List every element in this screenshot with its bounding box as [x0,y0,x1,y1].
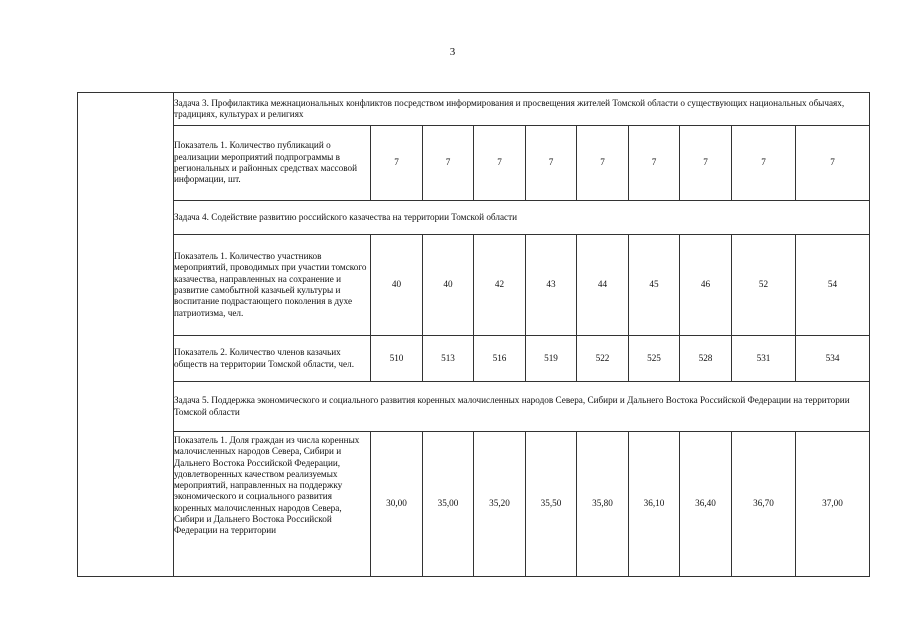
indicator-value: 36,10 [629,432,680,577]
indicator-value: 519 [526,336,577,382]
page-number: 3 [449,46,456,58]
task-heading: Задача 4. Содействие развитию российского казачества на территории Томской области [174,201,870,235]
table-row [78,201,870,235]
indicator-value: 7 [577,126,629,201]
indicator-value: 522 [577,336,629,382]
indicator-value: 37,00 [796,432,870,577]
indicator-label: Показатель 2. Количество членов казачьих обществ на территории Томской области, чел. [174,336,371,382]
indicator-value: 35,20 [474,432,526,577]
indicator-value: 30,00 [371,432,423,577]
indicator-value: 516 [474,336,526,382]
empty-first-column [78,93,174,577]
indicator-value: 40 [371,235,423,336]
table-row [78,382,870,432]
indicator-value: 513 [423,336,474,382]
indicator-value: 510 [371,336,423,382]
indicator-value: 45 [629,235,680,336]
indicator-value: 52 [732,235,796,336]
indicator-value: 7 [526,126,577,201]
table-row [78,235,870,336]
indicator-value: 42 [474,235,526,336]
indicator-value: 44 [577,235,629,336]
indicator-value: 534 [796,336,870,382]
indicator-value: 54 [796,235,870,336]
indicator-value: 36,70 [732,432,796,577]
indicator-value: 7 [371,126,423,201]
indicator-value: 40 [423,235,474,336]
indicators-table [77,92,870,577]
task-heading: Задача 3. Профилактика межнациональных конфликтов посредством информирования и просвещения жителей Томской области о существующих национальных обычаях, традициях, культурах и религиях [174,93,870,126]
indicator-value: 7 [732,126,796,201]
indicator-label-cell [174,432,371,577]
indicator-value: 528 [680,336,732,382]
indicator-label: Показатель 1. Доля граждан из числа коренных малочисленных народов Севера, Сибири и Дальнего Востока Российской Федерации, удовлетворенных качеством реализуемых мероприятий, направленных на поддержку экономического и социального развития коренных малочисленных народов Севера, Сибири и Дальнего Востока Российской Федерации на территории [174,435,360,536]
indicator-value: 35,80 [577,432,629,577]
indicator-label: Показатель 1. Количество участников мероприятий, проводимых при участии томского казачества, направленных на сохранение и развитие самобытной казачьей культуры и воспитание подрастающего поколения в духе патриотизма, чел. [174,235,371,336]
indicator-value: 7 [629,126,680,201]
indicator-value: 35,50 [526,432,577,577]
table-row [78,93,870,126]
indicator-value: 7 [474,126,526,201]
indicator-value: 36,40 [680,432,732,577]
indicator-label: Показатель 1. Количество публикаций о реализации мероприятий подпрограммы в региональных и районных средствах массовой информации, шт. [174,126,371,201]
indicator-value: 7 [680,126,732,201]
indicator-value: 525 [629,336,680,382]
indicator-value: 43 [526,235,577,336]
table-row [78,336,870,382]
task-heading: Задача 5. Поддержка экономического и социального развития коренных малочисленных народов Севера, Сибири и Дальнего Востока Российской Федерации на территории Томской области [174,382,870,432]
table-row [78,126,870,201]
indicator-value: 46 [680,235,732,336]
indicator-value: 35,00 [423,432,474,577]
indicator-value: 7 [423,126,474,201]
table-row [78,432,870,577]
indicator-value: 7 [796,126,870,201]
indicator-value: 531 [732,336,796,382]
